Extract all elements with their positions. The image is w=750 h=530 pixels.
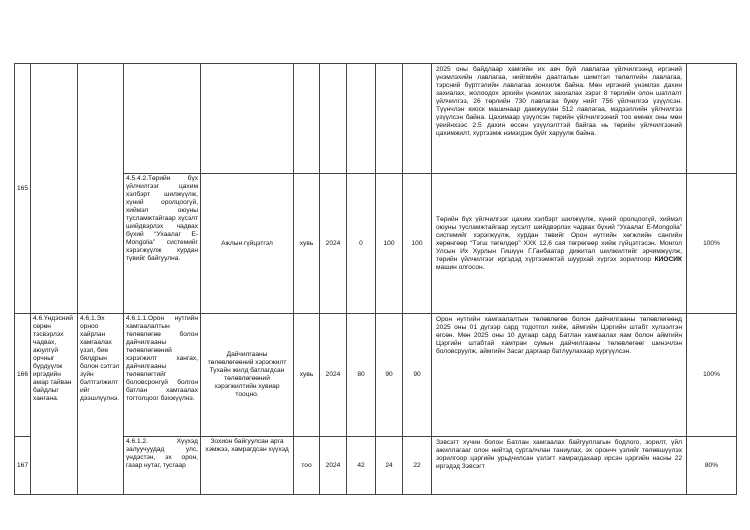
row-number: 166: [15, 314, 31, 437]
unit-text: хувь: [294, 314, 320, 437]
base-cell: [347, 64, 376, 174]
year-cell: [320, 64, 347, 174]
percent-value: 100%: [687, 314, 737, 437]
indicator-cell: [124, 64, 201, 174]
percent-value: 80%: [687, 437, 737, 495]
plan-implementation-table: [14, 63, 737, 495]
result-text: Орон нутгийн хамгаалалтын төлөвлөгөө болон дайчилгааны төлөвлөгөөнд 2025 оны 01 дүгээр сард тодотгол хийж, аймгийн Цэргийн штабт хүлээлгэн өгсөн. Мөн 2025 оны 10 дугаар сард Батлан хамгаалах яам болон аймгийн Цэргийн штабтай хамтран сумын дайчилгааны төлөвлөгөөг шинэчлэн боловсруулж, аймгийн Засаг даргаар батлуулахаар хүргүүлсэн.: [432, 314, 687, 437]
actual-value: 22: [403, 437, 432, 495]
objective-text: 4.6.1.Эх орноо хайрлан хамгаалах үзэл, бие бялдрын болон сэтгэл зүйн бэлтгэлжилтийг дээшлүүлнэ.: [78, 314, 124, 495]
year-value: 2024: [320, 314, 347, 437]
table-row: [15, 174, 737, 314]
unit-text: тоо: [294, 437, 320, 495]
base-value: 0: [347, 174, 376, 314]
base-value: 80: [347, 314, 376, 437]
percent-value: 100%: [687, 174, 737, 314]
table-row: [15, 437, 737, 495]
actual-cell: [403, 64, 432, 174]
result-text: 2025 оны байдлаар хамгийн их авч буй лавлагаа үйлчилгээнд иргэний үнэмлэхийн лавлагаа, нийгмийн даатгалын шимтгэл төлөлтийн лавлагаа, тэрсний бүртгэлийн лавлагаа зонхилж байна. Мөн иргэний үнэмлэх дахин захиалах, жолоодох эрхийн үнэмлэх захиалах зэрэг 8 төрлийн олон шатлалт үйлчилгээ, 26 төрлийн 730 лавлагаа буюу нийт 756 үйлчилгээ үзүүлсэн. Түүнчлэн киоск машинаар дамжуулан 512 лавлагаа, мэдээллийн үйлчилгээ үзүүлсэн байна. Цахимаар үзүүлсэн төрийн үйлчилгээний тоо өмнөх оны мөн үеийнхээс 2.5 дахин өссөн үзүүлэлттэй байгаа нь төрийн үйлчилгээний цахимжилт, хүртээмж нэмэгдэж буйг харуулж байна.: [432, 64, 687, 174]
criteria-text: Дайчилгааны төлөвлөгөөний хэрэгжилт Тухайн жилд батлагдсан төлөвлөгөөний хэрэгжилтийн хувиар тооцно.: [201, 314, 294, 437]
row-number: 167: [15, 437, 31, 495]
target-cell: [376, 64, 403, 174]
kiosk-bold-text: КИОСИК: [654, 255, 682, 263]
actual-value: 90: [403, 314, 432, 437]
result-text: Зэвсэгт хүчин болон Батлан хамгаалах байгууллагын бодлого, зорилт, үйл ажиллагааг олон нийтэд сурталчлан таниулах, эх орончч үзлийг төлөвшүүлэх зорилгоор цэргийн урьдчилсан үзлэгт хамрагдахаар ирсэн цэргийн насны 22 иргэдэд Зэвсэгт: [432, 437, 687, 495]
base-value: 42: [347, 437, 376, 495]
table-row: [15, 314, 737, 437]
criteria-text: Зохион байгуулсан арга хэмжээ, хамрагдсан хүүхэд: [201, 437, 294, 495]
indicator-text: 4.6.1.1.Орон нутгийн хамгаалалтын төлөвлөгөө болон дайчилгааны төлөвлөгөөний хэрэгжилт хангах, дайчилгааны төлөвлөгтийг боловсронгуй болгон батлан хамгаалах тогтолцоог бэхжүүлнэ.: [124, 314, 201, 437]
unit-text: хувь: [294, 174, 320, 314]
row-number: 165: [15, 64, 31, 314]
target-value: 100: [376, 174, 403, 314]
year-value: 2024: [320, 437, 347, 495]
criteria-text: Ажлын гүйцэтгэл: [201, 174, 294, 314]
target-value: 90: [376, 314, 403, 437]
actual-value: 100: [403, 174, 432, 314]
goal-text: 4.6.Үндэсний сөрөн тэсвэрлэх чадвах, аюулгүй орчныг бүрдүүлж иргэдийн амар тайван байдлыг хангана.: [31, 314, 78, 495]
target-value: 24: [376, 437, 403, 495]
indicator-text: 4.5.4.2.Төрийн бүх үйлчилгээг цахим хэлбэрт шилжүүлж, хүний оролцоогүй, хиймэл оюуны тусламжтайгаар хүсэлт шийдвэрлэх чадвах бүхий “Ухаалаг E-Mongolia” системийг хэрэгжүүлж хурдан түвийг байгуулна.: [124, 174, 201, 314]
goal-cell: [31, 64, 78, 314]
percent-cell: [687, 64, 737, 174]
indicator-text: 4.6.1.2. Хүүхэд залуучуудад улс, үндэстэн, эх орон, газар нутаг, тусгаар: [124, 437, 201, 495]
unit-cell: [294, 64, 320, 174]
result-text: Төрийн бүх үйлчилгээг цахим хэлбэрт шилжүүлж, хүний оролцоогүй, хиймэл оюуны тусламжтайгаар хүсэлт шийдвэрлэх чадвах бүхий “Ухаалаг E-Mongolia” системийг хэрэгжүүлж, хурдан төвийг Орон нутгийн хөгжлийн сангийн хөрөнгөөр “Тэгш төгөлдөр” ХХК 12,6 сая төгрөгөөр хийж гүйцэтгэсэн. Монгол Улсын Их Хурлын Гишүүн Г.Ганбаатар дижитал шилжилтийг эрчимжүүлж, төрийн үйлчилгээг иргэдэд хүртээмжтэй шуурхай хүргэх зорилгоор КИОСИК машин олгосон.: [432, 174, 687, 314]
table-row: [15, 64, 737, 174]
criteria-cell: [201, 64, 294, 174]
objective-cell: [78, 64, 124, 314]
year-value: 2024: [320, 174, 347, 314]
